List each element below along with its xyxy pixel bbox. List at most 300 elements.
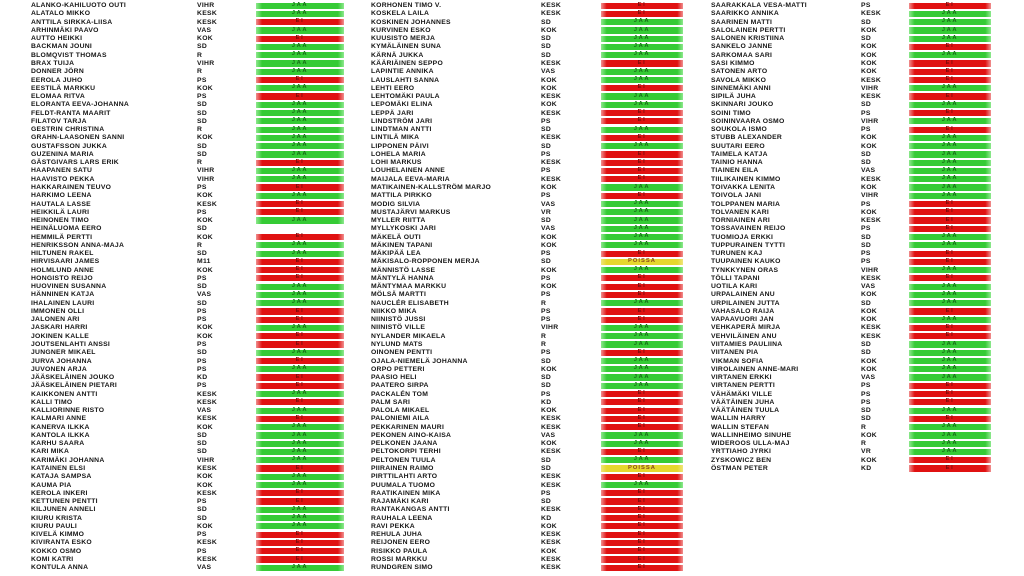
- member-row: [371, 142, 683, 150]
- member-party: KOK: [197, 324, 214, 332]
- vote-result-badge: JAA: [909, 292, 991, 298]
- member-name: RAJAMÄKI KARI: [371, 498, 429, 506]
- member-row: [371, 109, 683, 117]
- member-row: [31, 249, 344, 257]
- member-name: HAAPANEN SATU: [31, 167, 93, 175]
- member-row: [711, 109, 991, 117]
- member-row: [711, 175, 991, 183]
- member-name: KAUMA PIA: [31, 481, 72, 489]
- vote-result-badge: JAA: [256, 284, 344, 290]
- member-party: KESK: [541, 555, 562, 563]
- member-name: SINNEMÄKI ANNI: [711, 84, 771, 92]
- member-row: [31, 373, 344, 381]
- member-party: KOK: [197, 332, 214, 340]
- member-name: BRAX TUIJA: [31, 59, 75, 67]
- member-row: [31, 497, 344, 505]
- member-name: HILTUNEN RAKEL: [31, 250, 94, 258]
- member-name: MÄKINEN TAPANI: [371, 241, 433, 249]
- member-row: [371, 481, 683, 489]
- vote-result-badge: JAA: [256, 127, 344, 133]
- vote-result-badge: EI: [909, 465, 991, 471]
- member-row: [31, 423, 344, 431]
- member-name: TUPPURAINEN TYTTI: [711, 241, 786, 249]
- vote-result-badge: EI: [256, 234, 344, 240]
- member-party: PS: [197, 341, 207, 349]
- member-name: SANKELO JANNE: [711, 43, 773, 51]
- member-name: JOKINEN KALLE: [31, 332, 90, 340]
- member-party: KESK: [197, 390, 218, 398]
- member-party: KESK: [197, 415, 218, 423]
- vote-column-3: [711, 2, 991, 473]
- member-row: [711, 216, 991, 224]
- vote-result-badge: JAA: [909, 102, 991, 108]
- vote-result-badge: EI: [601, 160, 683, 166]
- member-name: KARIMÄKI JOHANNA: [31, 456, 105, 464]
- member-party: KOK: [541, 233, 558, 241]
- member-party: PS: [541, 390, 551, 398]
- member-party: KESK: [861, 324, 882, 332]
- member-party: KOK: [861, 456, 878, 464]
- vote-result-badge: JAA: [601, 209, 683, 215]
- member-row: [371, 183, 683, 191]
- vote-result-badge: JAA: [601, 184, 683, 190]
- vote-result-badge: EI: [909, 399, 991, 405]
- member-row: [31, 398, 344, 406]
- member-row: [31, 316, 344, 324]
- member-row: [711, 200, 991, 208]
- vote-result-badge: JAA: [909, 11, 991, 17]
- member-row: [711, 258, 991, 266]
- vote-result-badge: EI: [601, 110, 683, 116]
- member-party: PS: [197, 365, 207, 373]
- vote-result-badge: JAA: [256, 217, 344, 223]
- member-party: PS: [541, 316, 551, 324]
- member-row: [711, 440, 991, 448]
- member-party: SD: [541, 35, 552, 43]
- member-name: KOSKELA LAILA: [371, 10, 430, 18]
- member-party: VAS: [541, 225, 556, 233]
- member-name: TIAINEN EILA: [711, 167, 759, 175]
- member-row: [31, 241, 344, 249]
- member-party: SD: [541, 217, 552, 225]
- member-row: [31, 514, 344, 522]
- member-row: [711, 365, 991, 373]
- member-row: [31, 506, 344, 514]
- vote-result-badge: EI: [601, 515, 683, 521]
- member-name: KONTULA ANNA: [31, 564, 89, 572]
- member-party: KESK: [197, 200, 218, 208]
- member-row: [371, 390, 683, 398]
- member-party: VAS: [861, 283, 876, 291]
- member-row: [711, 76, 991, 84]
- member-row: [31, 134, 344, 142]
- member-row: [371, 307, 683, 315]
- member-row: [371, 489, 683, 497]
- vote-result-badge: EI: [909, 44, 991, 50]
- vote-result-badge: JAA: [601, 201, 683, 207]
- member-row: [371, 456, 683, 464]
- member-row: [31, 150, 344, 158]
- member-name: HEIKKILÄ LAURI: [31, 208, 90, 216]
- vote-result-badge: JAA: [601, 242, 683, 248]
- vote-result-badge: JAA: [256, 176, 344, 182]
- vote-result-badge: JAA: [601, 333, 683, 339]
- vote-result-badge: JAA: [601, 127, 683, 133]
- vote-result-badge: JAA: [909, 193, 991, 199]
- member-name: OJALA-NIEMELÄ JOHANNA: [371, 357, 468, 365]
- member-name: PELTOKORPI TERHI: [371, 448, 441, 456]
- member-row: [711, 10, 991, 18]
- member-party: PS: [861, 126, 871, 134]
- vote-result-badge: EI: [256, 532, 344, 538]
- member-row: [31, 299, 344, 307]
- vote-result-badge: EI: [909, 201, 991, 207]
- vote-result-badge: EI: [256, 358, 344, 364]
- member-name: SATONEN ARTO: [711, 68, 768, 76]
- member-row: [31, 357, 344, 365]
- member-row: [371, 134, 683, 142]
- member-party: KESK: [541, 423, 562, 431]
- member-name: MUSTAJÄRVI MARKUS: [371, 208, 451, 216]
- member-row: [711, 35, 991, 43]
- member-name: TOLVANEN KARI: [711, 208, 770, 216]
- member-party: KOK: [861, 307, 878, 315]
- member-row: [371, 200, 683, 208]
- vote-result-badge: JAA: [909, 341, 991, 347]
- member-row: [371, 192, 683, 200]
- member-party: KESK: [541, 473, 562, 481]
- vote-result-badge: JAA: [256, 408, 344, 414]
- vote-result-badge: JAA: [256, 366, 344, 372]
- member-name: VAHASALO RAIJA: [711, 307, 775, 315]
- member-row: [371, 43, 683, 51]
- member-row: [371, 283, 683, 291]
- member-name: VEHVILÄINEN ANU: [711, 332, 777, 340]
- member-row: [711, 68, 991, 76]
- member-party: PS: [861, 258, 871, 266]
- member-party: SD: [541, 357, 552, 365]
- member-party: SD: [197, 250, 208, 258]
- member-name: VÄÄTÄINEN JUHA: [711, 398, 775, 406]
- member-party: VIHR: [197, 175, 215, 183]
- member-party: KOK: [197, 423, 214, 431]
- member-row: [31, 283, 344, 291]
- member-row: [711, 51, 991, 59]
- member-row: [371, 431, 683, 439]
- member-party: VAS: [197, 564, 212, 572]
- member-name: VIRTANEN ERKKI: [711, 374, 772, 382]
- member-party: SD: [861, 18, 872, 26]
- vote-result-badge: JAA: [909, 27, 991, 33]
- member-name: PALOLA MIKAEL: [371, 407, 430, 415]
- member-name: WALLIN STEFAN: [711, 423, 769, 431]
- member-row: [371, 382, 683, 390]
- vote-result-badge: JAA: [909, 441, 991, 447]
- member-party: PS: [541, 167, 551, 175]
- vote-result-badge: JAA: [256, 3, 344, 9]
- member-name: PIRTTILAHTI ARTO: [371, 473, 438, 481]
- member-party: SD: [861, 415, 872, 423]
- member-row: [31, 76, 344, 84]
- member-name: HEMMILÄ PERTTI: [31, 233, 93, 241]
- member-row: [371, 175, 683, 183]
- member-party: KOK: [861, 68, 878, 76]
- member-name: KAIKKONEN ANTTI: [31, 390, 98, 398]
- member-row: [371, 464, 683, 472]
- member-party: SD: [197, 283, 208, 291]
- member-party: SD: [861, 341, 872, 349]
- member-party: SD: [197, 142, 208, 150]
- member-row: [371, 340, 683, 348]
- member-row: [711, 208, 991, 216]
- member-row: [371, 68, 683, 76]
- vote-result-badge: EI: [601, 275, 683, 281]
- member-party: KOK: [197, 233, 214, 241]
- member-row: [31, 225, 344, 233]
- member-party: KESK: [541, 59, 562, 67]
- vote-result-badge: EI: [909, 110, 991, 116]
- member-row: [711, 59, 991, 67]
- member-name: SOINI TIMO: [711, 109, 751, 117]
- vote-result-badge: EI: [601, 523, 683, 529]
- member-row: [371, 159, 683, 167]
- member-name: TIILIKAINEN KIMMO: [711, 175, 781, 183]
- member-party: KOK: [861, 357, 878, 365]
- member-name: ROSSI MARKKU: [371, 555, 428, 563]
- member-party: SD: [197, 101, 208, 109]
- member-row: [371, 357, 683, 365]
- member-row: [31, 489, 344, 497]
- member-row: [371, 291, 683, 299]
- member-party: KESK: [541, 159, 562, 167]
- vote-result-badge: EI: [256, 399, 344, 405]
- member-row: [711, 18, 991, 26]
- member-party: VIHR: [197, 2, 215, 10]
- member-name: ELOMAA RITVA: [31, 93, 85, 101]
- member-party: PS: [861, 109, 871, 117]
- member-row: [31, 440, 344, 448]
- member-name: HAKKARAINEN TEUVO: [31, 183, 112, 191]
- member-party: KESK: [541, 539, 562, 547]
- vote-result-badge: EI: [256, 160, 344, 166]
- vote-result-badge: EI: [601, 449, 683, 455]
- member-row: [711, 316, 991, 324]
- member-row: [31, 167, 344, 175]
- vote-result-badge: EI: [256, 184, 344, 190]
- member-party: VAS: [197, 291, 212, 299]
- member-name: RAVI PEKKA: [371, 522, 415, 530]
- vote-result-badge: EI: [909, 3, 991, 9]
- member-party: KOK: [861, 183, 878, 191]
- member-name: PIIRAINEN RAIMO: [371, 465, 434, 472]
- member-name: JALONEN ARI: [31, 316, 80, 324]
- member-name: VÄÄTÄINEN TUULA: [711, 407, 780, 415]
- member-row: [371, 59, 683, 67]
- member-party: KOK: [861, 43, 878, 51]
- member-name: ANTTILA SIRKKA-LIISA: [31, 18, 113, 26]
- vote-result-badge: POISSA: [601, 259, 683, 265]
- member-row: [711, 167, 991, 175]
- member-party: KESK: [541, 175, 562, 183]
- member-name: SASI KIMMO: [711, 59, 755, 67]
- member-party: KOK: [541, 26, 558, 34]
- member-row: [371, 225, 683, 233]
- vote-result-badge: EI: [256, 556, 344, 562]
- member-party: SD: [197, 117, 208, 125]
- member-row: [711, 101, 991, 109]
- member-name: JÄÄSKELÄINEN PIETARI: [31, 382, 118, 390]
- vote-result-badge: JAA: [909, 143, 991, 149]
- vote-result-badge: EI: [256, 540, 344, 546]
- vote-result-badge: EI: [256, 308, 344, 314]
- member-name: HEINONEN TIMO: [31, 217, 90, 225]
- member-name: TAINIO HANNA: [711, 159, 763, 167]
- member-name: KARHU SAARA: [31, 440, 85, 448]
- vote-result-badge: JAA: [256, 85, 344, 91]
- member-name: KETTUNEN PENTTI: [31, 498, 98, 506]
- member-party: VAS: [861, 374, 876, 382]
- member-name: WIDEROOS ULLA-MAJ: [711, 440, 790, 448]
- vote-result-badge: JAA: [256, 424, 344, 430]
- member-party: M11: [197, 258, 211, 266]
- member-row: [371, 547, 683, 555]
- member-party: VIHR: [861, 192, 879, 200]
- member-name: MÄNTYLÄ HANNA: [371, 274, 434, 282]
- vote-result-badge: EI: [256, 209, 344, 215]
- member-row: [31, 307, 344, 315]
- member-name: NYLUND MATS: [371, 341, 423, 349]
- member-row: [371, 101, 683, 109]
- member-party: PS: [541, 291, 551, 299]
- vote-result-badge: EI: [256, 275, 344, 281]
- member-party: R: [197, 51, 203, 59]
- member-party: SD: [541, 258, 552, 266]
- member-party: KOK: [861, 291, 878, 299]
- vote-result-badge: JAA: [256, 350, 344, 356]
- vote-result-badge: JAA: [256, 482, 344, 488]
- member-party: PS: [197, 531, 207, 539]
- member-name: STUBB ALEXANDER: [711, 134, 783, 142]
- member-party: KD: [541, 514, 552, 522]
- vote-result-badge: EI: [601, 350, 683, 356]
- member-row: [711, 299, 991, 307]
- member-row: [371, 18, 683, 26]
- member-party: SD: [541, 382, 552, 390]
- member-row: [31, 43, 344, 51]
- member-row: [371, 10, 683, 18]
- vote-result-badge: EI: [601, 308, 683, 314]
- member-party: KOK: [541, 76, 558, 84]
- member-party: SD: [541, 498, 552, 506]
- member-row: [371, 522, 683, 530]
- vote-result-badge: EI: [256, 374, 344, 380]
- member-name: KURVINEN ESKO: [371, 26, 431, 34]
- member-row: [711, 125, 991, 133]
- vote-result-badge: JAA: [909, 36, 991, 42]
- member-name: VIKMAN SOFIA: [711, 357, 764, 365]
- member-name: YRTTIAHO JYRKI: [711, 448, 772, 456]
- vote-result-badge: JAA: [256, 523, 344, 529]
- member-row: [371, 117, 683, 125]
- member-name: NAUCLÉR ELISABETH: [371, 299, 449, 307]
- vote-result-badge: JAA: [601, 341, 683, 347]
- vote-result-badge: EI: [601, 416, 683, 422]
- member-name: SIPILÄ JUHA: [711, 93, 757, 101]
- member-party: KESK: [197, 555, 218, 563]
- member-name: LINTILÄ MIKA: [371, 134, 420, 142]
- member-name: KIVIRANTA ESKO: [31, 539, 92, 547]
- member-party: KOK: [197, 481, 214, 489]
- member-name: OINONEN PENTTI: [371, 349, 433, 357]
- member-name: GUZENINA MARIA: [31, 150, 94, 158]
- member-party: KOK: [197, 35, 214, 43]
- member-row: [31, 183, 344, 191]
- member-row: [371, 564, 683, 572]
- member-name: MÄKELÄ OUTI: [371, 233, 421, 241]
- member-party: PS: [197, 498, 207, 506]
- member-row: [31, 101, 344, 109]
- vote-result-badge: JAA: [256, 143, 344, 149]
- vote-result-badge: EI: [909, 251, 991, 257]
- member-party: SD: [197, 448, 208, 456]
- member-name: GRAHN-LAASONEN SANNI: [31, 134, 125, 142]
- member-row: [31, 216, 344, 224]
- member-party: SD: [541, 43, 552, 51]
- member-name: PAATERO SIRPA: [371, 382, 429, 390]
- member-name: IHALAINEN LAURI: [31, 299, 95, 307]
- vote-result-badge: JAA: [909, 284, 991, 290]
- member-row: [371, 2, 683, 10]
- vote-result-badge: EI: [601, 151, 683, 157]
- vote-result-badge: EI: [601, 424, 683, 430]
- member-name: KOKKO OSMO: [31, 547, 82, 555]
- member-row: [31, 125, 344, 133]
- member-party: PS: [197, 357, 207, 365]
- member-name: VIITANEN PIA: [711, 349, 759, 357]
- member-party: KOK: [861, 26, 878, 34]
- vote-result-badge: EI: [601, 391, 683, 397]
- member-name: MÖLSÄ MARTTI: [371, 291, 427, 299]
- vote-result-badge: EI: [601, 498, 683, 504]
- vote-result-badge: JAA: [601, 432, 683, 438]
- member-name: KANTOLA ILKKA: [31, 431, 90, 439]
- vote-result-badge: JAA: [256, 193, 344, 199]
- member-party: PS: [197, 274, 207, 282]
- member-row: [31, 92, 344, 100]
- vote-result-badge: JAA: [256, 391, 344, 397]
- member-name: KATAINEN ELSI: [31, 465, 86, 472]
- member-name: FELDT-RANTA MAARIT: [31, 109, 111, 117]
- member-row: [31, 555, 344, 563]
- member-name: GÄSTGIVARS LARS ERIK: [31, 159, 119, 167]
- member-row: [371, 249, 683, 257]
- vote-result-badge: JAA: [256, 474, 344, 480]
- member-row: [31, 473, 344, 481]
- member-party: SD: [197, 150, 208, 158]
- member-party: SD: [861, 35, 872, 43]
- member-party: KESK: [197, 10, 218, 18]
- member-name: MÄNTYMAA MARKKU: [371, 283, 447, 291]
- member-party: PS: [861, 390, 871, 398]
- vote-result-badge: EI: [601, 135, 683, 141]
- member-name: HOLMLUND ANNE: [31, 266, 95, 274]
- member-name: TYNKKYNEN ORAS: [711, 266, 779, 274]
- vote-result-badge: JAA: [256, 27, 344, 33]
- vote-result-badge: JAA: [256, 565, 344, 571]
- member-party: KESK: [197, 398, 218, 406]
- member-name: JOUTSENLAHTI ANSSI: [31, 341, 111, 349]
- member-row: [31, 340, 344, 348]
